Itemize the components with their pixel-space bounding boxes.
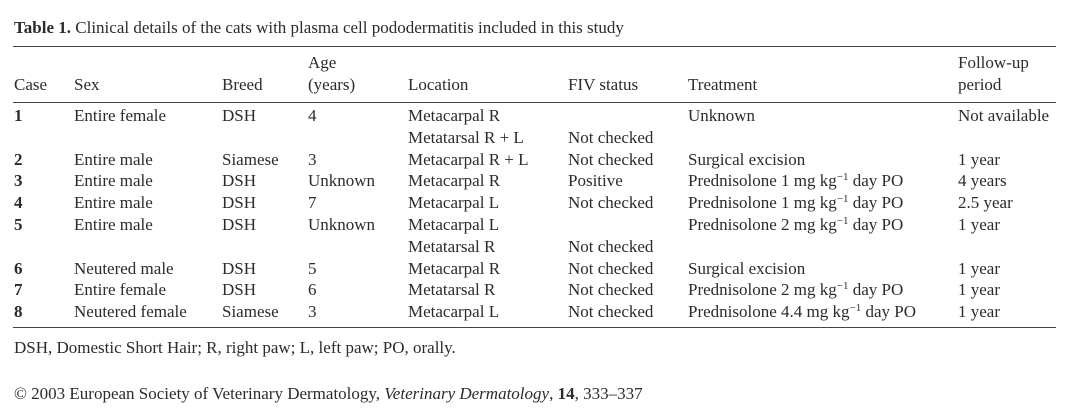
followup-cell: 1 year [958,150,1001,169]
fiv-status-cell: Not checked [568,259,654,278]
age-cell: 7 [308,193,317,212]
treatment-tail: day PO [848,215,904,234]
followup-cell: 1 year [958,259,1001,278]
header-age-line2: (years) [308,75,356,94]
table-title: Clinical details of the cats with plasma cell pododermatitis included in this study [75,18,624,37]
case-cell: 1 [14,106,23,125]
age-cell: Unknown [308,215,376,234]
treatment-exponent: −1 [836,280,849,292]
breed-cell: DSH [222,259,257,278]
header-followup-line1: Follow-up [958,53,1029,72]
case-cell: 2 [14,150,23,169]
case-cell: 8 [14,302,23,321]
header-location: Location [408,75,469,94]
sex-cell: Neutered female [74,302,187,321]
treatment-exponent: −1 [836,215,849,227]
treatment-exponent: −1 [836,193,849,205]
treatment-cell [688,215,903,235]
breed-cell: DSH [222,171,257,190]
case-cell: 6 [14,259,23,278]
age-cell: 3 [308,150,317,169]
case-cell: 7 [14,280,23,299]
treatment-exponent: −1 [836,171,849,183]
header-sex: Sex [74,75,100,94]
sex-cell: Entire female [74,280,167,299]
treatment-tail: day PO [848,280,904,299]
bottom-rule [13,327,1056,328]
followup-cell: Not available [958,106,1050,125]
location-cell: Metacarpal R [408,106,501,125]
breed-cell: Siamese [222,302,279,321]
header-breed: Breed [222,75,263,94]
fiv-status-cell: Not checked [568,302,654,321]
treatment-cell [688,280,903,300]
header-treatment: Treatment [688,75,758,94]
fiv-status-cell: Positive [568,171,623,190]
sex-cell: Entire male [74,215,153,234]
table-footnote: DSH, Domestic Short Hair; R, right paw; L, left paw; PO, orally. [14,338,456,357]
header-age-line1: Age [308,53,337,72]
age-cell: 3 [308,302,317,321]
fiv-status-cell: Not checked [568,237,654,256]
sex-cell: Entire female [74,106,167,125]
location-cell: Metacarpal R + L [408,150,529,169]
location-cell: Metacarpal L [408,302,500,321]
treatment-tail: day PO [861,302,916,321]
treatment-text: Prednisolone 2 mg kg [688,215,837,234]
breed-cell: Siamese [222,150,279,169]
location-cell: Metacarpal R [408,259,501,278]
followup-cell: 1 year [958,280,1001,299]
treatment-cell [688,193,903,213]
location-cell: Metatarsal R [408,280,496,299]
treatment-cell: Surgical excision [688,150,806,169]
header-fiv-status: FIV status [568,75,639,94]
sex-cell: Entire male [74,193,153,212]
treatment-exponent: −1 [849,302,862,314]
treatment-cell [688,171,903,191]
treatment-cell: Unknown [688,106,756,125]
treatment-tail: day PO [848,193,904,212]
fiv-status-cell: Not checked [568,150,654,169]
journal-name: Veterinary Dermatology [384,384,550,403]
treatment-text: Prednisolone 1 mg kg [688,193,837,212]
location-cell: Metatarsal R + L [408,128,524,147]
age-cell: 5 [308,259,317,278]
breed-cell: DSH [222,280,257,299]
fiv-status-cell: Not checked [568,128,654,147]
location-cell: Metacarpal R [408,171,501,190]
case-cell: 4 [14,193,23,212]
table-label: Table 1. [14,18,72,37]
table-caption [14,18,624,38]
case-cell: 3 [14,171,23,190]
sex-cell: Neutered male [74,259,174,278]
breed-cell: DSH [222,215,257,234]
treatment-text: Prednisolone 4.4 mg kg [688,302,850,321]
treatment-tail: day PO [848,171,904,190]
header-rule [13,102,1056,103]
location-cell: Metatarsal R [408,237,496,256]
treatment-text: Prednisolone 2 mg kg [688,280,837,299]
followup-cell: 2.5 year [958,193,1013,212]
location-cell: Metacarpal L [408,193,500,212]
fiv-status-cell: Not checked [568,193,654,212]
treatment-text: Prednisolone 1 mg kg [688,171,837,190]
top-rule [13,46,1056,47]
header-followup-line2: period [958,75,1002,94]
copyright-sep: , [549,384,558,403]
age-cell: 4 [308,106,317,125]
age-cell: Unknown [308,171,376,190]
copyright-prefix: © 2003 European Society of Veterinary Dermatology, [14,384,385,403]
followup-cell: 1 year [958,215,1001,234]
location-cell: Metacarpal L [408,215,500,234]
treatment-cell: Surgical excision [688,259,806,278]
breed-cell: DSH [222,193,257,212]
journal-volume: 14 [557,384,575,403]
sex-cell: Entire male [74,150,153,169]
treatment-cell [688,302,916,322]
sex-cell: Entire male [74,171,153,190]
header-case: Case [14,75,48,94]
followup-cell: 4 years [958,171,1007,190]
age-cell: 6 [308,280,317,299]
copyright-notice [14,384,643,404]
breed-cell: DSH [222,106,257,125]
fiv-status-cell: Not checked [568,280,654,299]
case-cell: 5 [14,215,23,234]
followup-cell: 1 year [958,302,1001,321]
journal-pages: , 333–337 [574,384,643,403]
